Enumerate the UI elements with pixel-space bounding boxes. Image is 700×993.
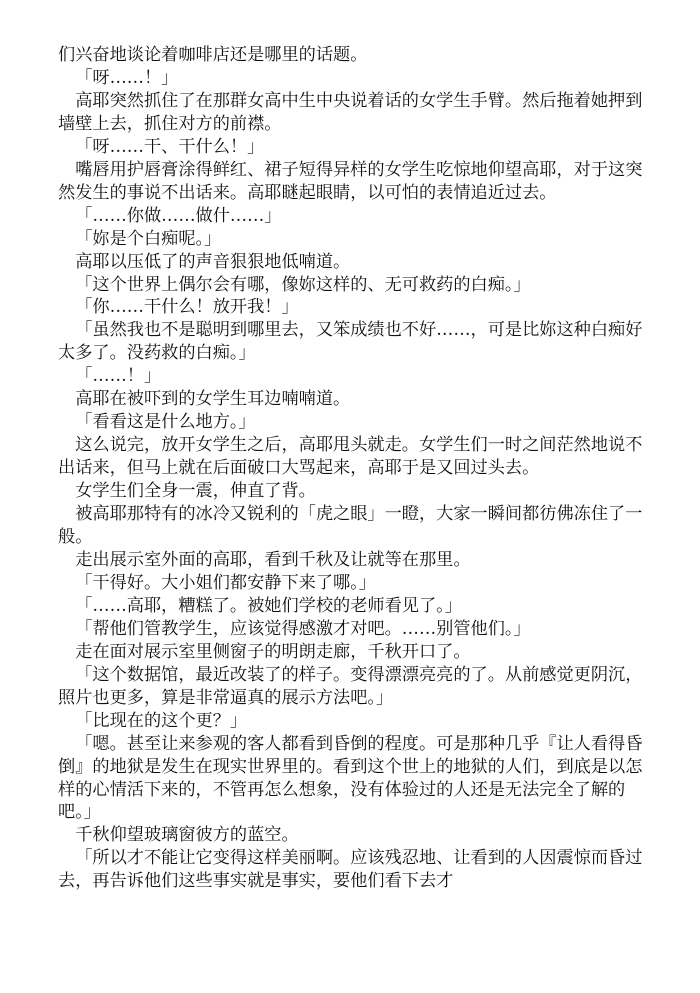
paragraph: 女学生们全身一震，伸直了背。 [75, 481, 316, 502]
paragraph: 「虽然我也不是聪明到哪里去，又笨成绩也不好……，可是比妳这种白痴好太多了。没药救的白痴。」 [58, 320, 643, 364]
paragraph: 「嗯。甚至让来参观的客人都看到昏倒的程度。可是那种几乎『让人看得昏倒』的地狱是发生在现实世界里的。看到这个世上的地狱的人们，到底是以怎样的心情活下来的，不管再怎么想象，没有体验过的人还是无法完全了解的吧。」 [58, 733, 643, 823]
paragraph: 「呀……干、干什么！」 [75, 136, 265, 157]
paragraph: 被高耶那特有的冰冷又锐利的「虎之眼」一瞪，大家一瞬间都彷佛冻住了一般。 [58, 504, 643, 548]
paragraph: 「妳是个白痴呢。」 [75, 228, 222, 249]
paragraph: 们兴奋地谈论着咖啡店还是哪里的话题。 [58, 45, 368, 65]
paragraph: 「呀……！」 [75, 67, 179, 88]
paragraph: 嘴唇用护唇膏涂得鲜红、裙子短得异样的女学生吃惊地仰望高耶，对于这突然发生的事说不出话来。高耶瞇起眼睛，以可怕的表情追近过去。 [58, 159, 643, 203]
paragraph: 「干得好。大小姐们都安静下来了哪。」 [75, 572, 376, 593]
paragraph: 「你……干什么！放开我！」 [75, 297, 299, 318]
paragraph: 高耶以压低了的声音狠狠地低喃道。 [75, 251, 351, 272]
paragraph: 「这个世界上偶尔会有哪，像妳这样的、无可救药的白痴。」 [75, 274, 531, 295]
paragraph: 走在面对展示室里侧窗子的明朗走廊，千秋开口了。 [75, 641, 471, 662]
paragraph: 「看看这是什么地方。」 [75, 412, 256, 433]
paragraph: 「……高耶，糟糕了。被她们学校的老师看见了。」 [75, 595, 462, 616]
paragraph: 「……你做……做什……」 [75, 205, 282, 226]
paragraph: 千秋仰望玻璃窗彼方的蓝空。 [75, 825, 299, 846]
paragraph: 走出展示室外面的高耶，看到千秋及让就等在那里。 [75, 549, 471, 570]
paragraph: 这么说完，放开女学生之后，高耶甩头就走。女学生们一时之间茫然地说不出话来，但马上就在后面破口大骂起来，高耶于是又回过头去。 [58, 435, 643, 479]
paragraph: 「……！」 [75, 366, 162, 387]
paragraph: 「帮他们管教学生，应该觉得感激才对吧。……别管他们。」 [75, 618, 531, 639]
paragraph: 「比现在的这个更？」 [75, 710, 248, 731]
paragraph: 「这个数据馆，最近改装了的样子。变得漂漂亮亮的了。从前感觉更阴沉，照片也更多，算是非常逼真的展示方法吧。」 [58, 664, 643, 708]
paragraph: 高耶在被吓到的女学生耳边喃喃道。 [75, 389, 351, 410]
paragraph: 高耶突然抓住了在那群女高中生中央说着话的女学生手臂。然后拖着她押到墙壁上去，抓住对方的前襟。 [58, 90, 643, 134]
page-text-block [58, 44, 646, 893]
paragraph: 「所以才不能让它变得这样美丽啊。应该残忍地、让看到的人因震惊而昏过去，再告诉他们这些事实就是事实，要他们看下去才 [58, 848, 643, 892]
